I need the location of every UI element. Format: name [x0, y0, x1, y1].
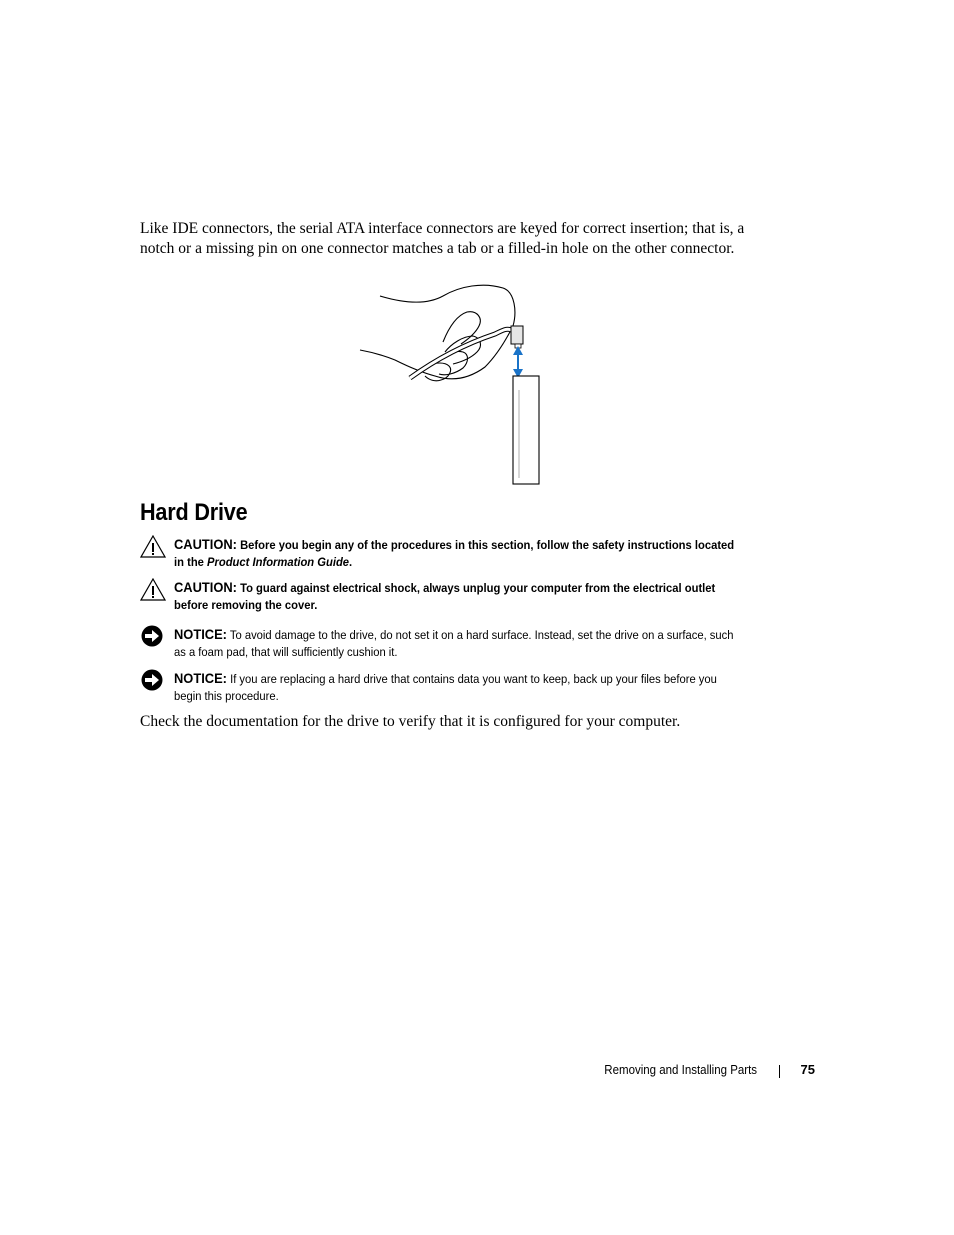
closing-paragraph: Check the documentation for the drive to verify that it is configured for your computer. — [140, 713, 681, 730]
notice-label: NOTICE: — [174, 670, 227, 686]
footer-separator — [779, 1065, 780, 1078]
hand-outline — [360, 285, 515, 379]
footer-section-title: Removing and Installing Parts — [604, 1063, 757, 1077]
connector-diagram-svg — [355, 282, 555, 487]
product-information-guide-title: Product Information Guide — [207, 555, 350, 569]
caution-text-2: CAUTION: To guard against electrical shock, always unplug your computer from the electrical outlet before removing the cover. — [174, 579, 716, 612]
intro-paragraph: Like IDE connectors, the serial ATA interface connectors are keyed for correct insertion; that is, a notch or a missing pin on one connector matches a tab or a filled-in hole on the other connector. — [140, 220, 745, 257]
sata-connector-illustration — [355, 282, 555, 487]
notice-arrow-icon — [140, 625, 166, 649]
caution-label: CAUTION: — [174, 579, 237, 595]
drive-body — [513, 376, 539, 484]
caution-triangle-icon — [140, 535, 166, 559]
page-number: 75 — [800, 1062, 815, 1077]
caution-text-1: CAUTION: Before you begin any of the procedures in this section, follow the safety instructions located in the Product Information Guide. — [174, 536, 735, 569]
caution-triangle-icon — [140, 578, 166, 602]
section-heading: Hard Drive — [140, 499, 248, 526]
notice-arrow-icon — [140, 669, 166, 693]
notice-text-1: NOTICE: To avoid damage to the drive, do not set it on a hard surface. Instead, set the drive on a surface, such as a foam pad, that will sufficiently cushion it. — [174, 626, 734, 659]
caution-label: CAUTION: — [174, 536, 237, 552]
cable-connector — [511, 326, 523, 344]
notice-label: NOTICE: — [174, 626, 227, 642]
page-footer — [560, 1062, 815, 1082]
notice-text-2: NOTICE: If you are replacing a hard drive that contains data you want to keep, back up your files before you begin this procedure. — [174, 670, 717, 703]
